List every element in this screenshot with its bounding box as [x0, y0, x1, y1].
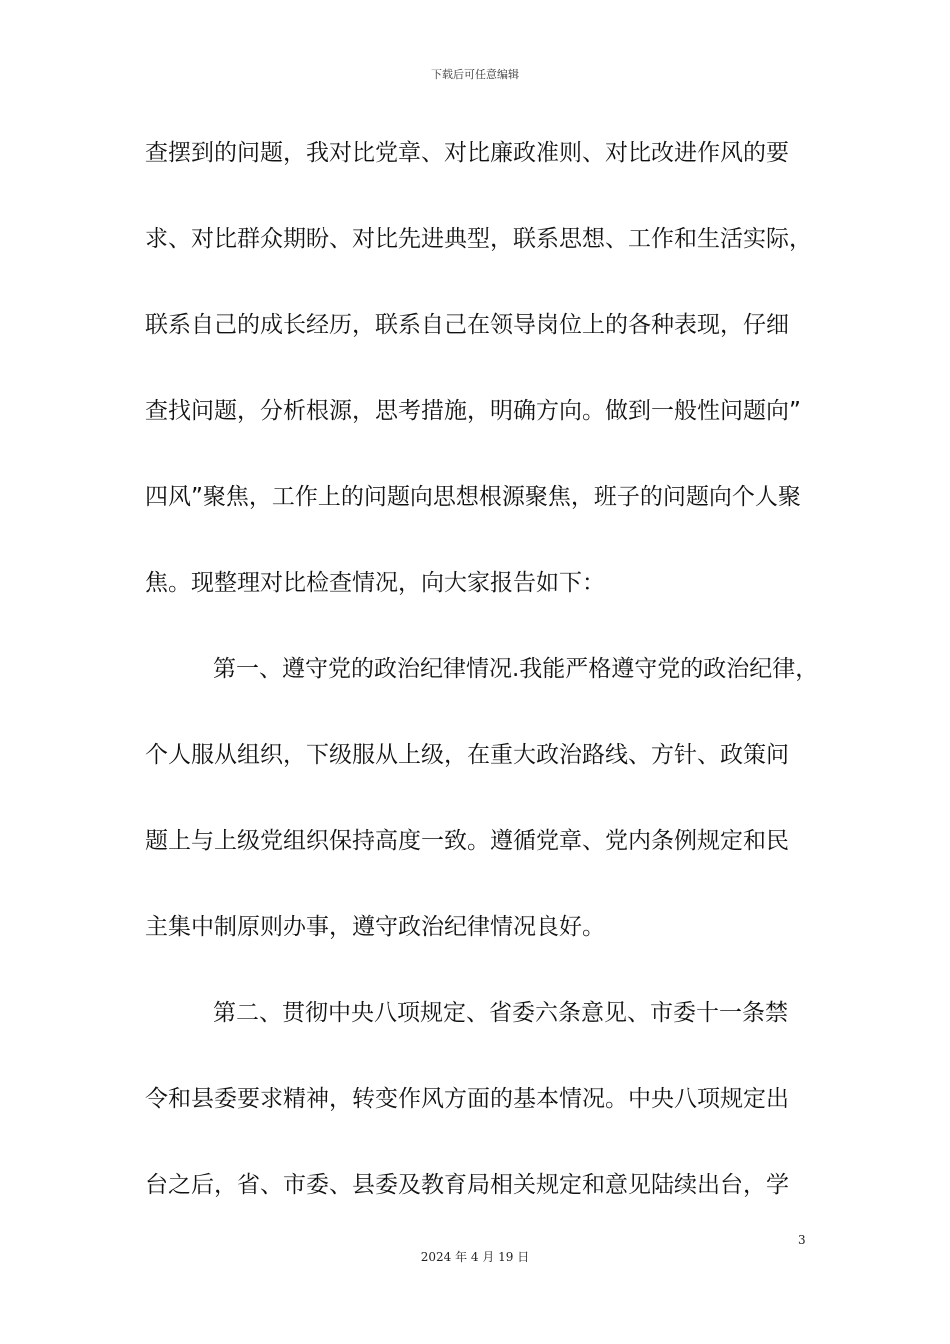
body-line: 个人服从组织，下级服从上级，在重大政治路线、方针、政策问	[145, 742, 789, 768]
footer-date: 2024 年 4 月 19 日	[420, 1250, 530, 1264]
body-line: 求、对比群众期盼、对比先进典型，联系思想、工作和生活实际，	[145, 226, 812, 252]
body-line: 令和县委要求精神，转变作风方面的基本情况。中央八项规定出	[145, 1086, 789, 1112]
page-header: 下载后可任意编辑	[431, 68, 519, 81]
paragraph-first-line: 第一、遵守党的政治纪律情况.我能严格遵守党的政治纪律，	[213, 656, 819, 682]
document-body	[145, 128, 819, 1246]
paragraph-first-line: 第二、贯彻中央八项规定、省委六条意见、市委十一条禁	[213, 1000, 788, 1026]
body-line: 四风”聚焦，工作上的问题向思想根源聚焦，班子的问题向个人聚	[145, 484, 801, 510]
body-line: 查摆到的问题，我对比党章、对比廉政准则、对比改进作风的要	[145, 140, 789, 166]
body-line: 焦。现整理对比检查情况，向大家报告如下：	[145, 570, 605, 596]
body-line: 台之后，省、市委、县委及教育局相关规定和意见陆续出台，学	[145, 1172, 789, 1198]
body-line: 查找问题，分析根源，思考措施，明确方向。做到一般性问题向”	[145, 398, 801, 424]
body-line: 题上与上级党组织保持高度一致。遵循党章、党内条例规定和民	[145, 828, 789, 854]
body-line: 主集中制原则办事，遵守政治纪律情况良好。	[145, 914, 605, 940]
page-number: 3	[798, 1233, 806, 1247]
body-line: 联系自己的成长经历，联系自己在领导岗位上的各种表现，仔细	[145, 312, 789, 338]
